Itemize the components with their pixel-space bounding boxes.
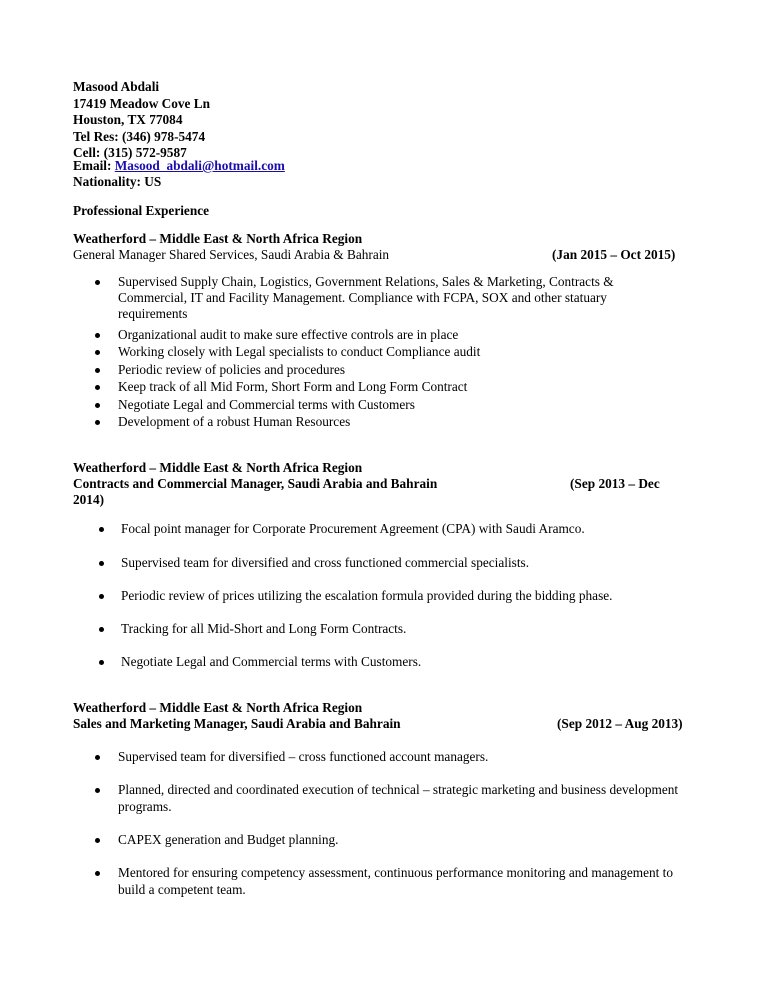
bullet-icon — [99, 660, 104, 665]
contact-address-line1: 17419 Meadow Cove Ln — [73, 96, 211, 111]
bullet-icon — [95, 403, 100, 408]
bullet-icon — [95, 838, 100, 843]
job2-dates: (Sep 2013 – Dec — [570, 476, 660, 491]
job1-bullet-2: Organizational audit to make sure effective controls are in place — [118, 327, 459, 342]
bullet-icon — [99, 561, 104, 566]
job2-title: Contracts and Commercial Manager, Saudi Arabia and Bahrain — [73, 476, 438, 491]
job2-company: Weatherford – Middle East & North Africa Region — [73, 460, 363, 475]
job1-title: General Manager Shared Services, Saudi Arabia & Bahrain — [73, 247, 390, 262]
contact-nationality: Nationality: US — [73, 174, 162, 189]
job1-bullet-7: Development of a robust Human Resources — [118, 414, 351, 429]
job1-bullet-1-line3: requirements — [118, 306, 188, 321]
bullet-icon — [95, 420, 100, 425]
bullet-icon — [95, 368, 100, 373]
job3-dates: (Sep 2012 – Aug 2013) — [557, 716, 683, 731]
contact-cell: Cell: (315) 572-9587 — [73, 145, 187, 160]
contact-tel-res: Tel Res: (346) 978-5474 — [73, 129, 206, 144]
bullet-icon — [95, 350, 100, 355]
job3-bullet-4-line1: Mentored for ensuring competency assessment, continuous performance monitoring and management to — [118, 865, 673, 880]
job1-bullet-3: Working closely with Legal specialists to conduct Compliance audit — [118, 344, 481, 359]
bullet-icon — [99, 527, 104, 532]
job2-bullet-2: Supervised team for diversified and cross functioned commercial specialists. — [121, 555, 530, 570]
job3-bullet-1: Supervised team for diversified – cross functioned account managers. — [118, 749, 489, 764]
job1-dates: (Jan 2015 – Oct 2015) — [552, 247, 676, 262]
bullet-icon — [99, 627, 104, 632]
job1-bullet-5: Keep track of all Mid Form, Short Form and Long Form Contract — [118, 379, 468, 394]
bullet-icon — [99, 594, 104, 599]
section-title-experience: Professional Experience — [73, 203, 210, 218]
job1-bullet-1-line2: Commercial, IT and Facility Management. Compliance with FCPA, SOX and other statuary — [118, 290, 607, 305]
contact-email-row — [73, 158, 285, 174]
job3-bullet-4-line2: build a competent team. — [118, 882, 246, 897]
bullet-icon — [95, 788, 100, 793]
bullet-icon — [95, 871, 100, 876]
job1-company: Weatherford – Middle East & North Africa Region — [73, 231, 363, 246]
job3-bullet-2-line1: Planned, directed and coordinated execution of technical – strategic marketing and business development — [118, 782, 679, 797]
bullet-icon — [95, 333, 100, 338]
bullet-icon — [95, 385, 100, 390]
job3-bullet-2-line2: programs. — [118, 799, 172, 814]
job1-bullet-6: Negotiate Legal and Commercial terms with Customers — [118, 397, 415, 412]
job2-dates-cont: 2014) — [73, 492, 105, 507]
bullet-icon — [95, 755, 100, 760]
contact-address-line2: Houston, TX 77084 — [73, 112, 183, 127]
email-link[interactable]: Masood_abdali@hotmail.com — [114, 158, 285, 173]
job2-bullet-3: Periodic review of prices utilizing the escalation formula provided during the bidding phase. — [121, 588, 613, 603]
job2-bullet-5: Negotiate Legal and Commercial terms with Customers. — [121, 654, 422, 669]
job2-bullet-4: Tracking for all Mid-Short and Long Form Contracts. — [121, 621, 407, 636]
email-label: Email: — [73, 158, 115, 173]
job3-title: Sales and Marketing Manager, Saudi Arabia and Bahrain — [73, 716, 401, 731]
job3-bullet-3: CAPEX generation and Budget planning. — [118, 832, 339, 847]
contact-name: Masood Abdali — [73, 79, 160, 94]
job1-bullet-4: Periodic review of policies and procedures — [118, 362, 346, 377]
job3-company: Weatherford – Middle East & North Africa Region — [73, 700, 363, 715]
job2-bullet-1: Focal point manager for Corporate Procurement Agreement (CPA) with Saudi Aramco. — [121, 521, 585, 536]
bullet-icon — [95, 280, 100, 285]
job1-bullet-1-line1: Supervised Supply Chain, Logistics, Government Relations, Sales & Marketing, Contracts & — [118, 274, 614, 289]
